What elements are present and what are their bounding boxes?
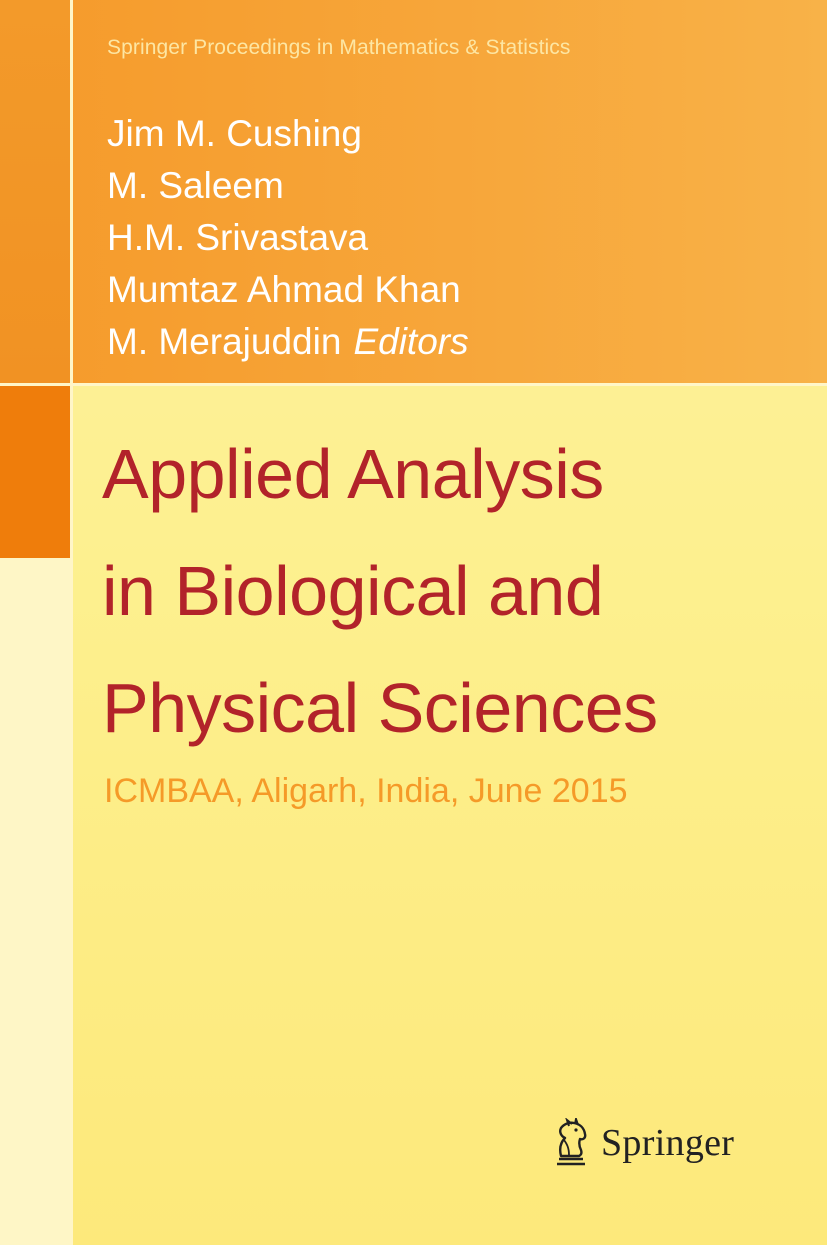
editors-role-label: Editors	[353, 321, 469, 362]
editor-name: M. Saleem	[107, 165, 284, 206]
title-line: in Biological and	[102, 552, 604, 630]
editor-name: Mumtaz Ahmad Khan	[107, 269, 461, 310]
editor-name: M. Merajuddin	[107, 321, 342, 362]
horizontal-divider	[0, 383, 827, 386]
vertical-divider	[70, 0, 73, 1245]
title-line: Physical Sciences	[102, 669, 658, 747]
top-left-strip	[0, 0, 70, 383]
publisher-logo	[549, 1118, 734, 1168]
left-margin-strip	[0, 558, 70, 1245]
book-subtitle: ICMBAA, Aligarh, India, June 2015	[104, 772, 628, 810]
book-title	[102, 416, 658, 767]
series-name: Springer Proceedings in Mathematics & Statistics	[107, 36, 571, 59]
springer-horse-icon	[549, 1118, 593, 1168]
editor-name: Jim M. Cushing	[107, 113, 362, 154]
accent-block	[0, 386, 70, 558]
publisher-name: Springer	[601, 1122, 735, 1164]
editors-block	[107, 108, 469, 368]
editor-name: H.M. Srivastava	[107, 217, 369, 258]
title-line: Applied Analysis	[102, 435, 604, 513]
editor-name-with-role	[107, 316, 469, 368]
